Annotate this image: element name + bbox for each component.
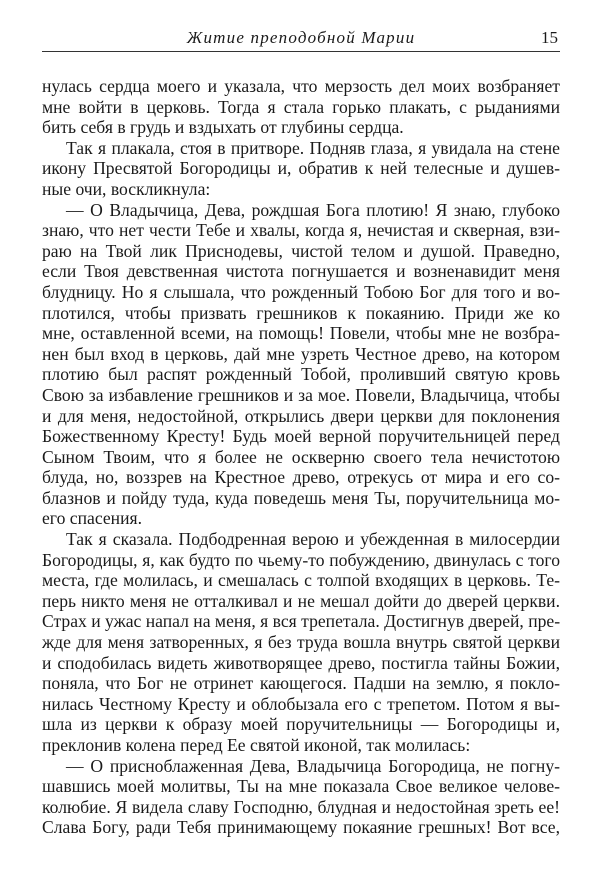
text-line: икону Пресвятой Богородицы и, обратив к ней телесные и душев-	[42, 158, 560, 179]
text-line: преклонив колена перед Ее святой иконой, так молилась:	[42, 735, 471, 755]
text-line: блазнов и пойду туда, куда поведешь меня Ты, поручительница мо-	[42, 487, 560, 508]
paragraph	[42, 756, 560, 838]
text-line: знаю, что нет чести Тебе и хвалы, когда я, нечистая и скверная, взи-	[42, 220, 560, 241]
text-line: — О приснoблаженная Дева, Владычица Богородица, не погну-	[66, 755, 560, 776]
text-line: его спасения.	[42, 508, 142, 529]
text-line: нилась Честному Кресту и облобызала его с трепетом. Потом я вы-	[42, 693, 560, 714]
paragraph	[42, 76, 560, 138]
text-line: перь никто меня не отталкивал и не мешал дойти до дверей церкви.	[42, 590, 560, 611]
text-line: нулась сердца моего и указала, что мерзость дел моих возбраняет	[42, 76, 560, 96]
body-text	[42, 76, 560, 838]
text-line: жде для меня затворенных, я без труда вошла внутрь святой церкви	[42, 632, 560, 653]
text-line: мне войти в церковь. Тогда я стала горько плакать, с рыданиями	[42, 96, 560, 117]
text-line: и сподобилась видеть животворящее древо, постигла тайны Божии,	[42, 652, 560, 673]
text-line: блудницу. Но я слышала, что рожденный Тобою Бог для того и во-	[42, 281, 560, 302]
text-line: и для меня, недостойной, открылись двери церкви для поклонения	[42, 405, 560, 426]
text-line: Так я плакала, стоя в притворе. Подняв глаза, я увидала на стене	[66, 137, 560, 158]
paragraph	[42, 529, 560, 756]
text-line: Сыном Твоим, что я более не оскверню своего тела нечистотою	[42, 446, 560, 467]
text-line: плотился, чтобы призвать грешников к покаянию. Приди же ко	[42, 302, 560, 323]
text-line: бить себя в грудь и вздыхать от глубины сердца.	[42, 117, 404, 138]
text-line: ные очи, воскликнула:	[42, 178, 211, 199]
text-line: Божественному Кресту! Будь моей верной поручительницей перед	[42, 426, 560, 447]
text-line: если Твоя девственная чистота погнушается и возненавидит меня	[42, 261, 560, 282]
text-line: шла из церкви к образу моей поручительницы — Богородицы и,	[42, 714, 560, 735]
text-line: Так я сказала. Подбодренная верою и убежденная в милосердии	[66, 529, 560, 550]
text-line: раю на Твой лик Приснодевы, чистой телом и душой. Праведно,	[42, 240, 560, 261]
text-line: Свою за избавление грешников и за мое. Повели, Владычица, чтобы	[42, 384, 560, 405]
text-line: шавшись моей молитвы, Ты на мне показала Свое великое челове-	[42, 776, 560, 797]
text-line: — О Владычица, Дева, рождшая Бога плотию! Я знаю, глубоко	[66, 199, 560, 220]
running-header	[42, 26, 560, 50]
paragraph	[42, 200, 560, 530]
text-line: поняла, что Бог не отринет кающегося. Падши на землю, я покло-	[42, 673, 560, 694]
page-number: 15	[541, 28, 558, 47]
text-line: Слава Богу, ради Тебя принимающему покаяние грешных! Вот все,	[42, 817, 560, 838]
text-line: нен был вход в церковь, дай мне узреть Честное древо, на котором	[42, 343, 560, 364]
text-line: Страх и ужас напал на меня, я вся трепетала. Достигнув дверей, пре-	[42, 611, 561, 632]
text-line: мне, оставленной всеми, на помощь! Повели, чтобы мне не возбра-	[42, 323, 560, 344]
text-line: Богородицы, я, как будто по чьему-то побуждению, двинулась с того	[42, 549, 560, 570]
text-line: плотию был распят рожденный Тобой, проливший святую кровь	[42, 364, 560, 385]
text-line: колюбие. Я видела славу Господню, блудная и недостойная зреть ее!	[42, 796, 560, 817]
text-line: места, где молилась, и смешалась с толпой входящих в церковь. Те-	[42, 570, 560, 591]
text-line: блуда, но, воззрев на Крестное древо, отрекусь от мира и его со-	[42, 467, 560, 488]
paragraph	[42, 138, 560, 200]
running-title: Житие преподобной Марии	[186, 28, 416, 47]
header-rule	[42, 51, 560, 52]
